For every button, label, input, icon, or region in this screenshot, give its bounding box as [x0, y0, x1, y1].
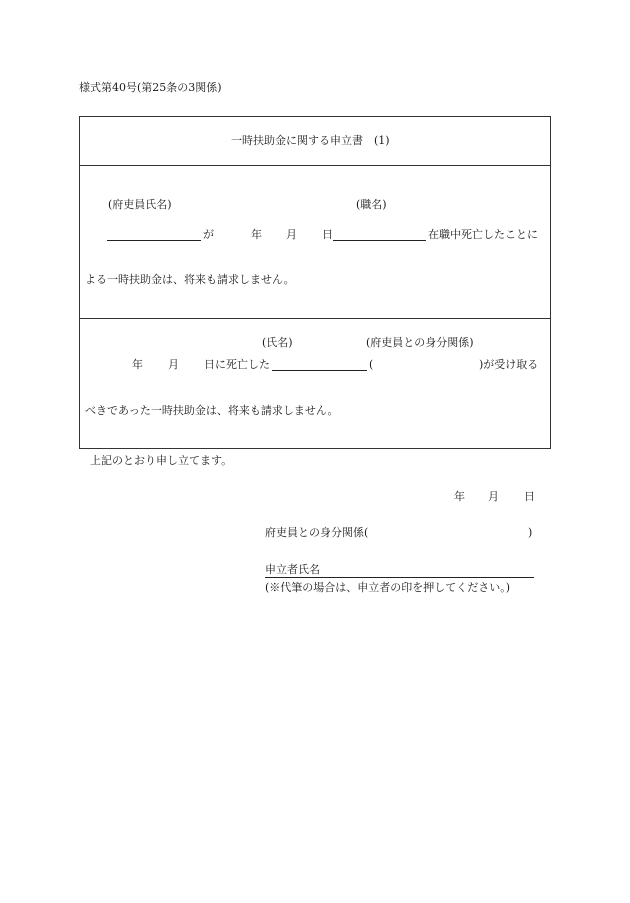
label-day-1: 日 [322, 228, 333, 241]
relation-label: 府吏員との身分関係( [265, 526, 369, 539]
section1-line2: よる一時扶助金は、将来も請求しません。 [85, 273, 295, 286]
date-month: 月 [488, 490, 499, 503]
title-divider [80, 165, 550, 166]
text-ga: が [203, 228, 214, 241]
label-name: (氏名) [262, 336, 293, 349]
text-death-in-office: 在職中死亡したことに [428, 228, 538, 241]
date-year: 年 [454, 490, 465, 503]
deceased-name-blank[interactable] [272, 370, 367, 371]
section2-line2: べきであった一時扶助金は、将来も請求しません。 [85, 404, 339, 417]
official-name-blank[interactable] [107, 240, 201, 241]
open-paren: ( [369, 358, 374, 371]
date-day: 日 [524, 490, 535, 503]
label-month-1: 月 [286, 228, 297, 241]
form-title: 一時扶助金に関する申立書 (1) [231, 134, 390, 147]
label-official-name: (府吏員氏名) [108, 198, 172, 211]
text-receive: )が受け取る [479, 358, 539, 371]
text-day-died: 日に死亡した [204, 358, 270, 371]
label-month-2: 月 [168, 358, 179, 371]
label-job-title: (職名) [356, 198, 387, 211]
relation-close-paren: ) [528, 526, 533, 539]
label-year-2: 年 [132, 358, 143, 371]
form-number: 様式第40号(第25条の3関係) [79, 81, 222, 94]
seal-note: (※代筆の場合は、申立者の印を押してください。) [265, 581, 511, 594]
section-divider [80, 318, 550, 319]
declaration-text: 上記のとおり申し立てます。 [90, 454, 233, 467]
applicant-name-label: 申立者氏名 [265, 563, 320, 576]
label-year-1: 年 [251, 228, 262, 241]
job-title-blank[interactable] [333, 240, 426, 241]
label-relation: (府吏員との身分関係) [366, 336, 474, 349]
applicant-name-line[interactable] [265, 577, 534, 578]
